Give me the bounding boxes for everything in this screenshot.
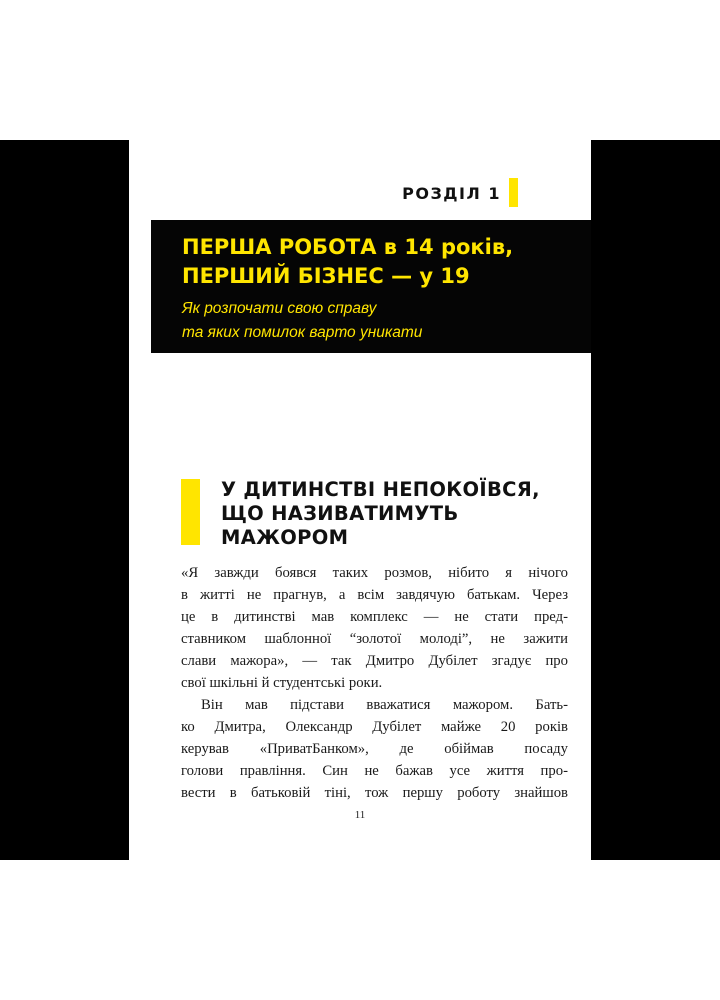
- paragraph-2-line: Він мав підстави вважатися мажором. Бать-: [201, 697, 568, 713]
- chapter-label: РОЗДІЛ 1: [402, 184, 501, 203]
- chapter-title-block: [151, 220, 591, 353]
- paragraph-1-line: свої шкільні й студентські роки.: [181, 675, 383, 691]
- paragraph-1-line: слави мажора», — так Дмитро Дубілет згадує про: [181, 653, 568, 669]
- section-heading-line-3: МАЖОРОМ: [221, 526, 349, 549]
- left-black-margin: [0, 140, 129, 860]
- chapter-title-line-1: ПЕРША РОБОТА в 14 років,: [182, 235, 514, 259]
- section-heading-line-1: У ДИТИНСТВІ НЕПОКОЇВСЯ,: [221, 478, 540, 501]
- book-page: [129, 140, 591, 860]
- section-heading-line-2: ЩО НАЗИВАТИМУТЬ: [221, 502, 459, 525]
- chapter-title-line-2: ПЕРШИЙ БІЗНЕС — у 19: [182, 264, 470, 288]
- right-black-margin: [591, 140, 720, 860]
- paragraph-1-line: «Я завжди боявся таких розмов, нібито я нічого: [181, 565, 568, 581]
- page-number: 11: [354, 809, 366, 821]
- paragraph-2-line: голови правління. Син не бажав усе життя про-: [181, 763, 568, 779]
- paragraph-1-line: в житті не прагнув, а всім завдячую батькам. Через: [181, 587, 568, 603]
- paragraph-2-line: керував «ПриватБанком», де обіймав посаду: [181, 741, 568, 757]
- paragraph-2-line: вести в батьковій тіні, тож першу роботу знайшов: [181, 785, 568, 801]
- chapter-subtitle-line-2: та яких помилок варто уникати: [182, 324, 423, 341]
- paragraph-1-line: ставником шаблонної “золотої молоді”, не зажити: [181, 631, 568, 647]
- paragraph-1-line: це в дитинстві мав комплекс — не стати пред-: [181, 609, 568, 625]
- chapter-accent-bar: [509, 178, 518, 207]
- chapter-subtitle-line-1: Як розпочати свою справу: [182, 300, 377, 317]
- paragraph-2-line: ко Дмитра, Олександр Дубілет майже 20 років: [181, 719, 568, 735]
- section-accent-bar: [181, 479, 200, 545]
